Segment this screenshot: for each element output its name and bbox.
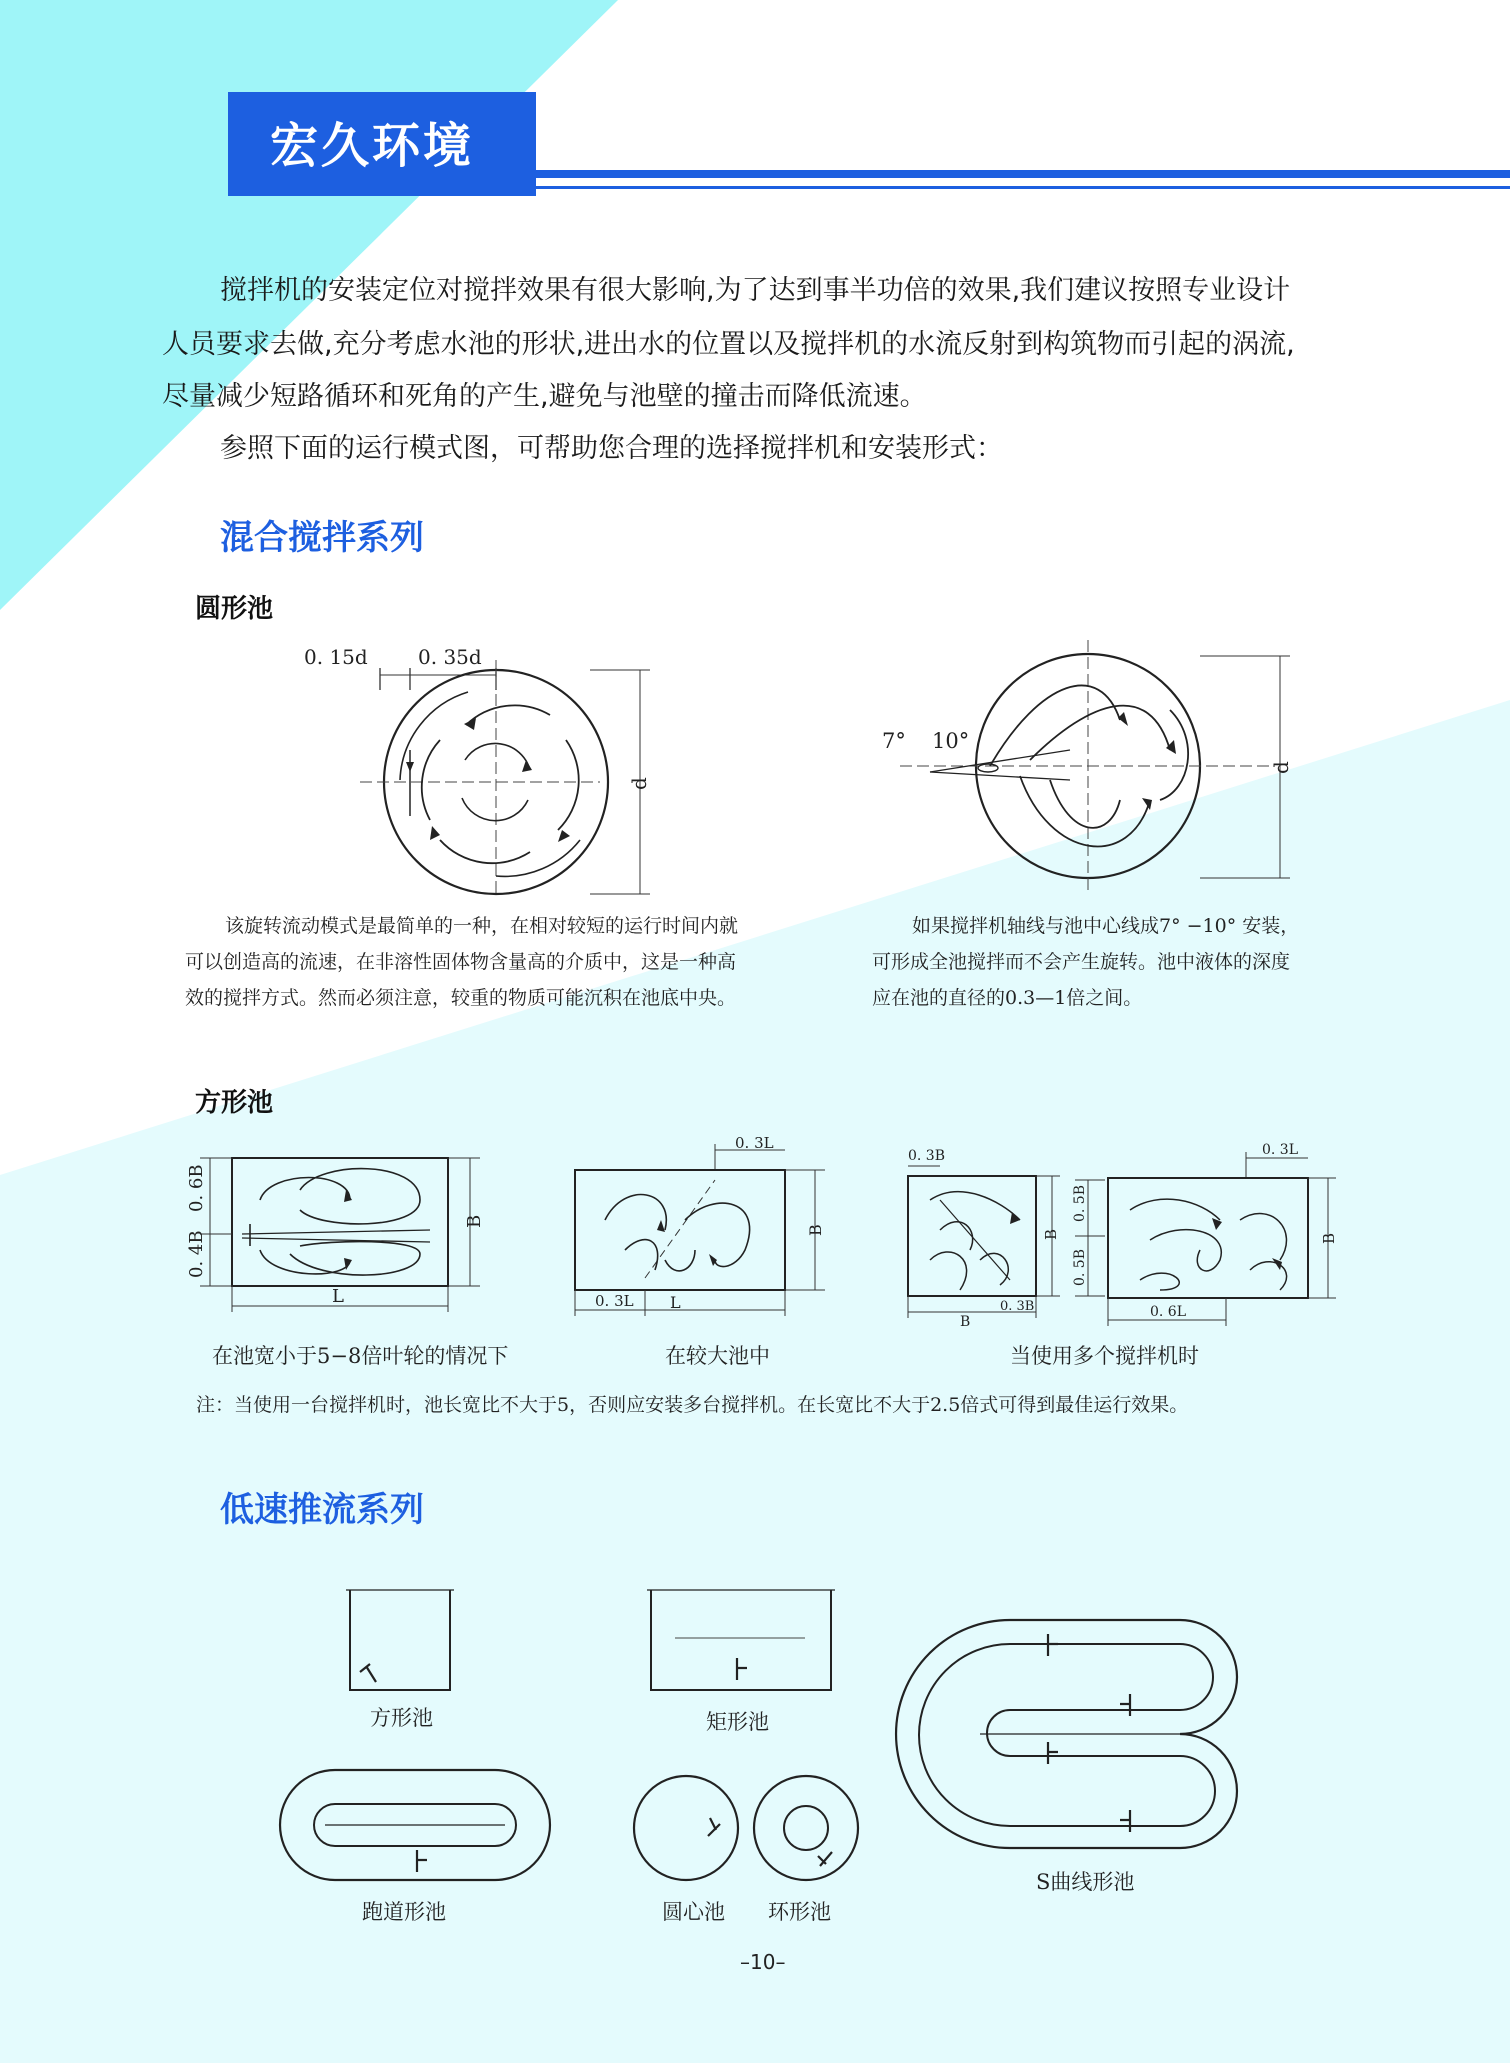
plugflow-circle-tank — [628, 1770, 748, 1890]
dim-d-right: d — [1269, 761, 1293, 774]
label-racetrack-tank: 跑道形池 — [362, 1900, 446, 1924]
caption-circular-right-line-3: 应在池的直径的0.3—1倍之间。 — [872, 987, 1143, 1009]
dim-0-35d: 0. 35d — [418, 645, 482, 669]
label-ring-tank: 环形池 — [768, 1900, 831, 1924]
dim-B-1: B — [464, 1214, 485, 1228]
header-rule-thin — [536, 186, 1510, 189]
plugflow-s-curve-tank — [890, 1610, 1250, 1860]
dim-0-5B-bottom: 0. 5B — [1072, 1248, 1088, 1286]
square-heading: 方形池 — [195, 1088, 274, 1118]
dim-0-4B: 0. 4B — [186, 1230, 207, 1278]
dim-0-3B-top: 0. 3B — [908, 1148, 946, 1164]
dim-0-15d: 0. 15d — [304, 645, 368, 669]
caption-circular-right-line-1: 如果搅拌机轴线与池中心线成7° −10° 安装， — [912, 915, 1300, 937]
dim-0-3L-top: 0. 3L — [735, 1134, 774, 1152]
dim-0-3L-bottom: 0. 3L — [595, 1292, 634, 1310]
header-rule-thick — [536, 170, 1510, 178]
caption-circular-right-line-2: 可形成全池搅拌而不会产生旋转。池中液体的深度 — [872, 951, 1291, 973]
dim-0-3B-bottom: 0. 3B — [1000, 1299, 1035, 1314]
dim-L-1: L — [332, 1286, 344, 1307]
intro-line-1: 搅拌机的安装定位对搅拌效果有很大影响,为了达到事半功倍的效果,我们建议按照专业设计 — [220, 275, 1291, 306]
dim-B-3-bottom: B — [960, 1314, 971, 1330]
caption-circular-left-line-3: 效的搅拌方式。然而必须注意，较重的物质可能沉积在池底中央。 — [185, 987, 737, 1009]
section-mixing-title: 混合搅拌系列 — [220, 518, 424, 558]
label-s-curve-tank: S曲线形池 — [1036, 1870, 1135, 1894]
caption-square-2: 在较大池中 — [665, 1344, 770, 1368]
dim-0-3L-multi: 0. 3L — [1262, 1142, 1299, 1158]
intro-line-4: 参照下面的运行模式图，可帮助您合理的选择搅拌机和安装形式： — [220, 433, 1003, 464]
label-square-tank: 方形池 — [370, 1706, 433, 1730]
label-rect-tank: 矩形池 — [706, 1710, 769, 1734]
plugflow-ring-tank — [748, 1770, 868, 1890]
circular-angled-diagram — [870, 640, 1293, 890]
caption-circular-left-line-2: 可以创造高的流速，在非溶性固体物含量高的介质中，这是一种高 — [185, 951, 737, 973]
dim-0-6L: 0. 6L — [1150, 1304, 1187, 1320]
plugflow-racetrack-tank — [265, 1760, 565, 1890]
square-narrow-diagram — [180, 1150, 510, 1325]
intro-line-2: 人员要求去做,充分考虑水池的形状,进出水的位置以及搅拌机的水流反射到构筑物而引起的涡流, — [162, 329, 1295, 360]
caption-circular-left-line-1: 该旋转流动模式是最简单的一种，在相对较短的运行时间内就 — [225, 915, 739, 937]
dim-B-2: B — [806, 1224, 825, 1236]
dim-B-3: B — [1042, 1228, 1060, 1240]
section-plugflow-title: 低速推流系列 — [220, 1490, 424, 1530]
caption-square-3: 当使用多个搅拌机时 — [1010, 1344, 1199, 1368]
square-large-diagram — [565, 1134, 845, 1325]
dim-0-6B: 0. 6B — [186, 1164, 207, 1212]
plugflow-square-tank — [340, 1580, 460, 1700]
label-circle-tank: 圆心池 — [662, 1900, 725, 1924]
intro-line-3: 尽量减少短路循环和死角的产生,避免与池壁的撞击而降低流速。 — [162, 381, 927, 412]
caption-square-1: 在池宽小于5−8倍叶轮的情况下 — [212, 1344, 509, 1368]
angle-10: 10° — [932, 729, 970, 753]
dim-0-5B-top: 0. 5B — [1072, 1184, 1088, 1222]
angle-7: 7° — [882, 729, 906, 753]
brand-title: 宏久环境 — [270, 118, 475, 174]
dim-d-left: d — [627, 777, 651, 790]
caption-circular-left — [185, 908, 825, 1016]
circular-heading: 圆形池 — [195, 594, 274, 624]
dim-L-2: L — [670, 1293, 681, 1312]
square-note: 注：当使用一台搅拌机时，池长宽比不大于5，否则应安装多台搅拌机。在长宽比不大于2.5倍式可得到最佳运行效果。 — [196, 1394, 1189, 1416]
page-number: –10– — [740, 1950, 786, 1974]
dim-B-4: B — [1320, 1232, 1338, 1244]
circular-rotation-diagram — [290, 630, 670, 900]
plugflow-rect-tank — [645, 1580, 845, 1700]
caption-circular-right — [872, 908, 1392, 1016]
square-multiple-mixers-diagram — [900, 1140, 1350, 1340]
